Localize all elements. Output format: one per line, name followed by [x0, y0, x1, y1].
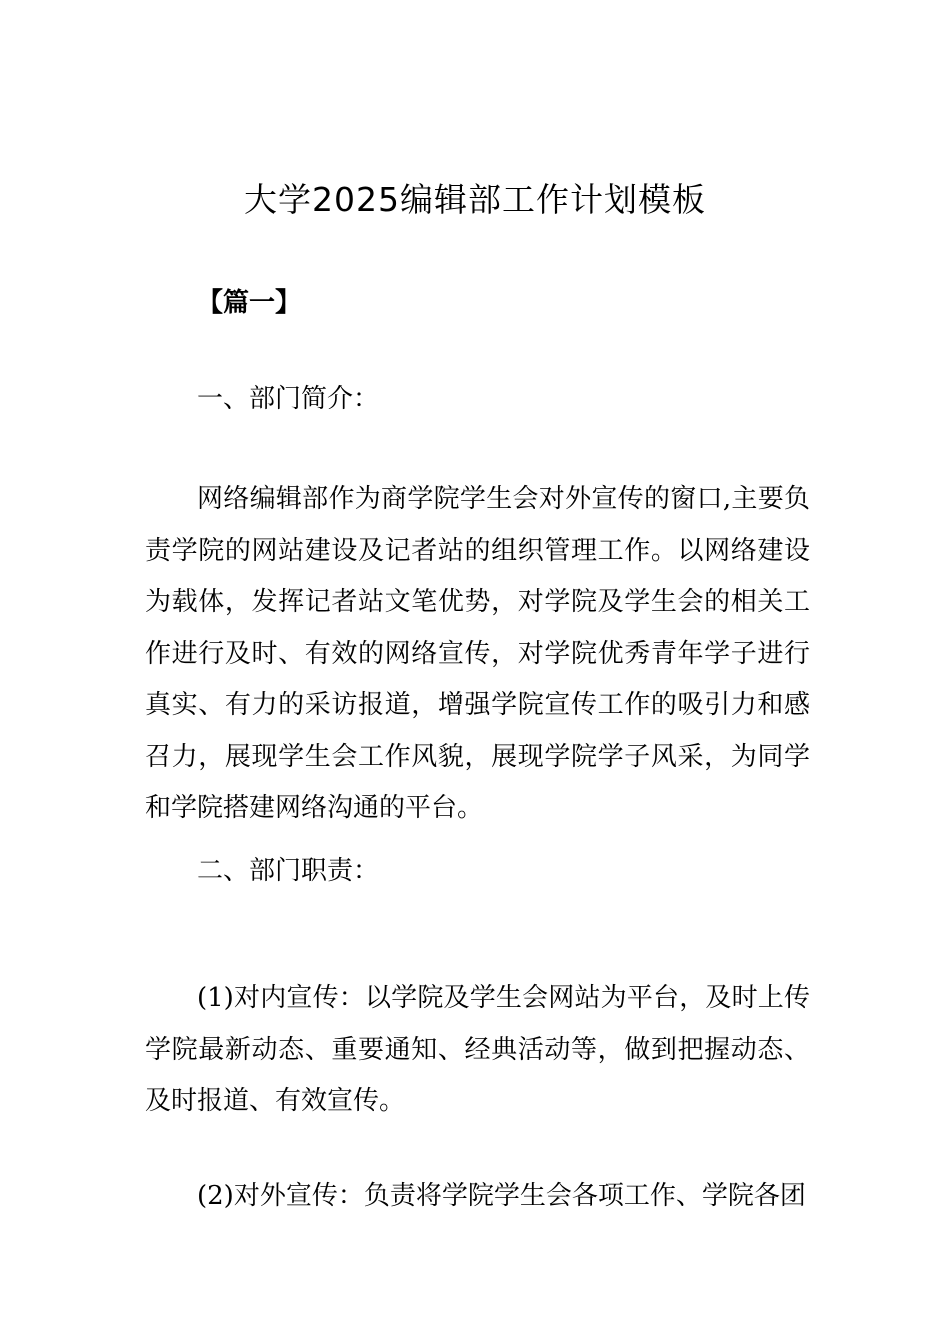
section-heading-department-duties: 二、部门职责： — [197, 856, 380, 886]
part-label: 【篇一】 — [197, 288, 302, 318]
paragraph-internal-publicity: (1)对内宣传：以学院及学生会网站为平台，及时上传学院最新动态、重要通知、经典活动等，做到把握动态、及时报道、有效宣传。 — [145, 983, 810, 1116]
paragraph-department-intro: 网络编辑部作为商学院学生会对外宣传的窗口,主要负责学院的网站建设及记者站的组织管理工作。以网络建设为载体，发挥记者站文笔优势，对学院及学生会的相关工作进行及时、有效的网络宣传，对学院优秀青年学子进行真实、有力的采访报道，增强学院宣传工作的吸引力和感召力，展现学生会工作风貌，展现学院学子风采，为同学和学院搭建网络沟通的平台。 — [145, 484, 810, 823]
document-title: 大学2025编辑部工作计划模板 — [244, 180, 706, 219]
section-heading-department-intro: 一、部门简介： — [197, 384, 380, 414]
paragraph-external-publicity: (2)对外宣传：负责将学院学生会各项工作、学院各团 — [197, 1181, 806, 1211]
